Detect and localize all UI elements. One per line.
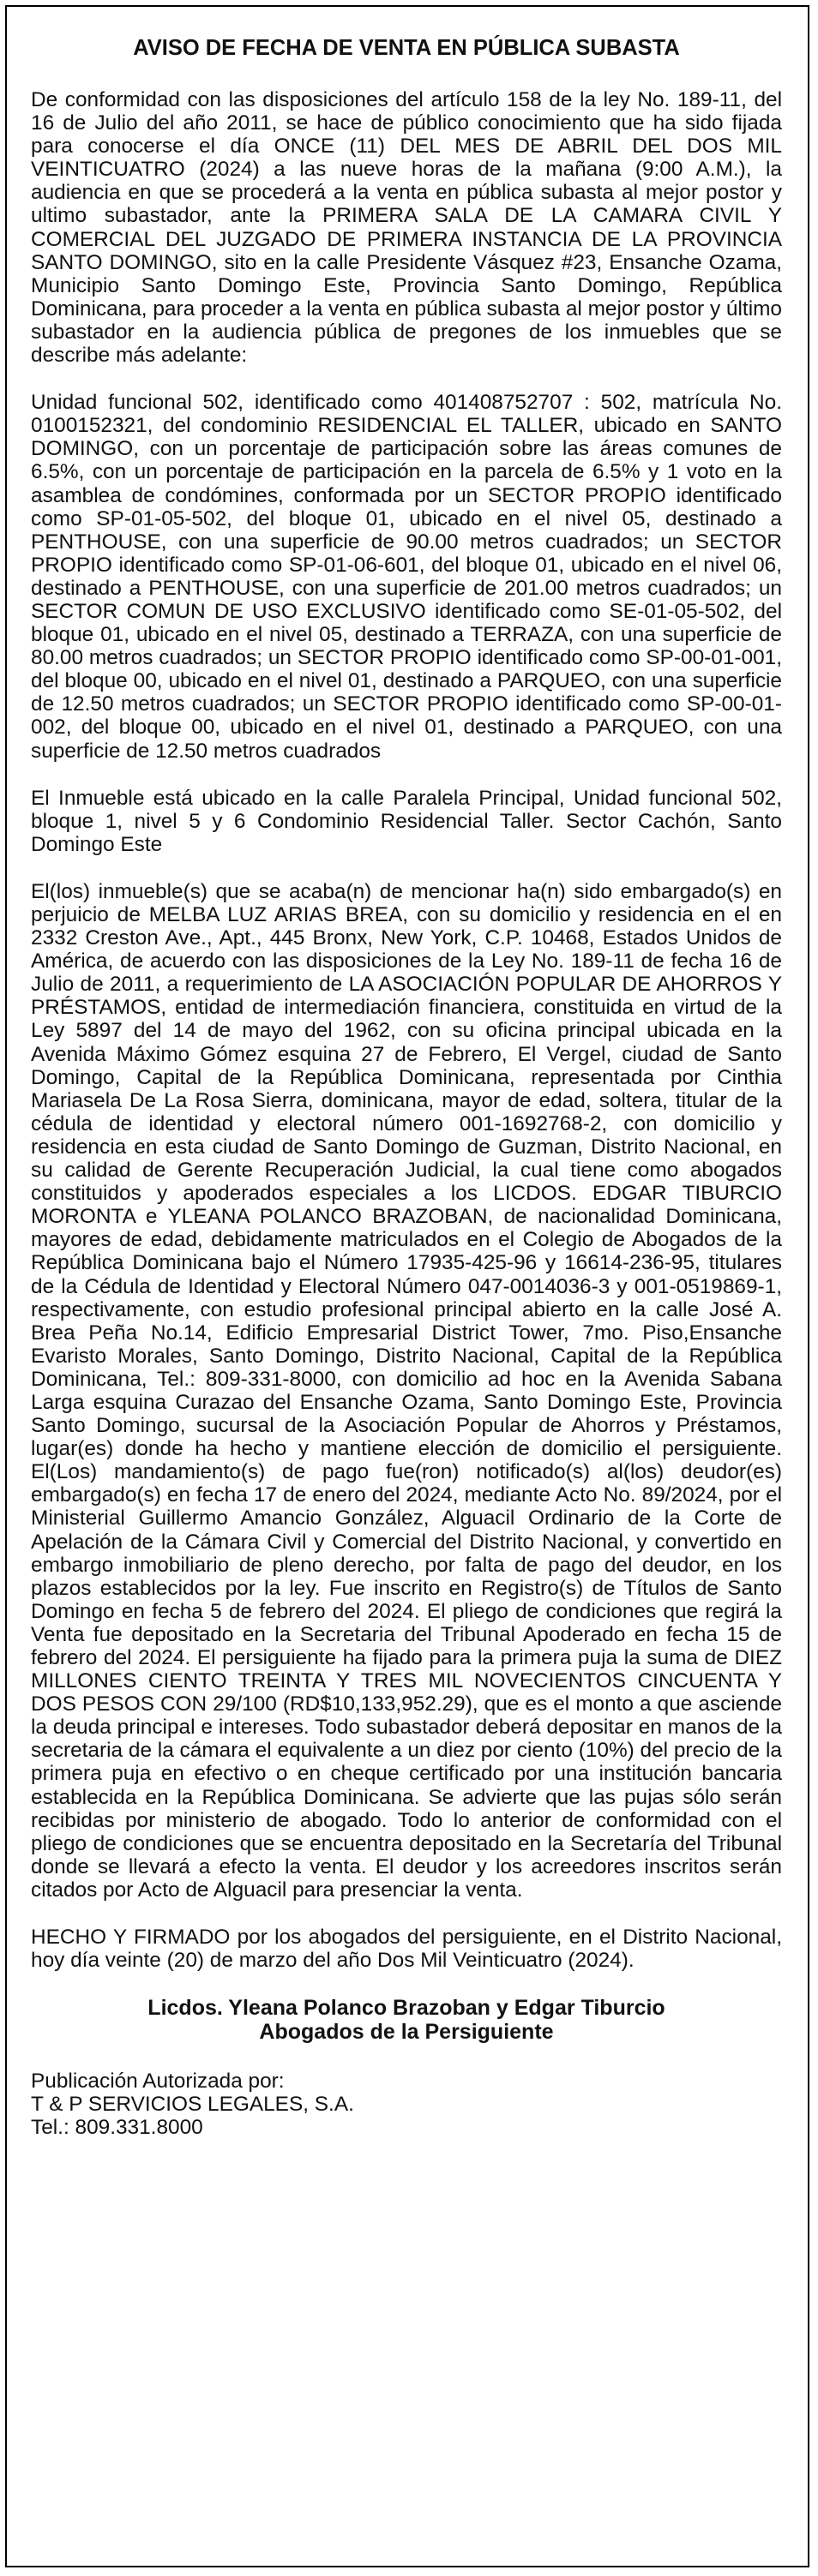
publication-company: T & P SERVICIOS LEGALES, S.A. [31, 2093, 354, 2117]
seizure-details-paragraph: El(los) inmueble(s) que se acaba(n) de mencionar ha(n) sido embargado(s) en perjuicio de MELBA LUZ ARIAS BREA, con su domicilio y residencia en el en 2332 Creston Ave., Apt., 445 Bronx, New York, C.P. 10468, Estados Unidos de América, de acuerdo con las disposiciones de la Ley No. 189-11 de fecha 16 de Julio de 2011, a requerimiento de LA ASOCIACIÓN POPULAR DE AHORROS Y PRÉSTAMOS, entidad de intermediación financiera, constituida en virtud de la Ley 5897 del 14 de mayo del 1962, con su oficina principal ubicada en la Avenida Máximo Gómez esquina 27 de Febrero, El Vergel, ciudad de Santo Domingo, Capital de la República Dominicana, representada por Cinthia Mariasela De La Rosa Sierra, dominicana, mayor de edad, soltera, titular de la cédula de identidad y electoral número 001-1692768-2, con domicilio y residencia en esta ciudad de Santo Domingo de Guzman, Distrito Nacional, en su calidad de Gerente Recuperación Judicial, la cual tiene como abogados constituidos y apoderados especiales a los LICDOS. EDGAR TIBURCIO MORONTA e YLEANA POLANCO BRAZOBAN, de nacionalidad Dominicana, mayores de edad, debidamente matriculados en el Colegio de Abogados de la República Dominicana bajo el Número 17935-425-96 y 16614-236-95, titulares de la Cédula de Identidad y Electoral Número 047-0014036-3 y 001-0519869-1, respectivamente, con estudio profesional principal abierto en la calle José A. Brea Peña No.14, Edificio Empresarial District Tower, 7mo. Piso,Ensanche Evaristo Morales, Santo Domingo, Distrito Nacional, Capital de la República Dominicana, Tel.: 809-331-8000, con domicilio ad hoc en la Avenida Sabana Larga esquina Curazao del Ensanche Ozama, Santo Domingo Este, Provincia Santo Domingo, sucursal de la Asociación Popular de Ahorros y Préstamos, lugar(es) donde ha hecho y mantiene elección de domicilio el persiguiente. El(Los) mandamiento(s) de pago fue(ron) notificado(s) al(los) deudor(es) embargado(s) en fecha 17 de enero del 2024, mediante Acto No. 89/2024, por el Ministerial Guillermo Amancio González, Alguacil Ordinario de la Corte de Apelación de la Cámara Civil y Comercial del Distrito Nacional, y convertido en embargo inmobiliario de pleno derecho, por falta de pago del deudor, en los plazos establecidos por la ley. Fue inscrito en Registro(s) de Títulos de Santo Domingo en fecha 5 de febrero del 2024. El pliego de condiciones que regirá la Venta fue depositado en la Secretaria del Tribunal Apoderado en fecha 15 de febrero del 2024. El persiguiente ha fijado para la primera puja la suma de DIEZ MILLONES CIENTO TREINTA Y TRES MIL NOVECIENTOS CINCUENTA Y DOS PESOS CON 29/100 (RD$10,133,952.29), que es el monto a que asciende la deuda principal e intereses. Todo subastador deberá depositar en manos de la secretaria de la cámara el equivalente a un diez por ciento (10%) del precio de la primera puja en efectivo o en cheque certificado por una institución bancaria establecida en la República Dominicana. Se advierte que las pujas sólo serán recibidas por ministerio de abogado. Todo lo anterior de conformidad con el pliego de condiciones que se encuentra depositado en la Secretaría del Tribunal donde se llevará a efecto la venta. El deudor y los acreedores inscritos serán citados por Acto de Alguacil para presenciar la venta. [31, 879, 782, 1902]
notice-title: AVISO DE FECHA DE VENTA EN PÚBLICA SUBASTA [133, 36, 680, 60]
intro-paragraph: De conformidad con las disposiciones del artículo 158 de la ley No. 189-11, del 16 de Julio del año 2011, se hace de público conocimiento que ha sido fijada para conocerse el día ONCE (11) DEL MES DE ABRIL DEL DOS MIL VEINTICUATRO (2024) a las nueve horas de la mañana (9:00 A.M.), la audiencia en que se procederá a la venta en pública subasta al mejor postor y ultimo subastador, ante la PRIMERA SALA DE LA CAMARA CIVIL Y COMERCIAL DEL JUZGADO DE PRIMERA INSTANCIA DE LA PROVINCIA SANTO DOMINGO, sito en la calle Presidente Vásquez #23, Ensanche Ozama, Municipio Santo Domingo Este, Provincia Santo Domingo, República Dominicana, para proceder a la venta en pública subasta al mejor postor y último subastador en la audiencia pública de pregones de los inmuebles que se describe más adelante: [31, 88, 782, 368]
publication-block [31, 2070, 782, 2139]
notice-content [31, 36, 782, 2140]
signature-names: Licdos. Yleana Polanco Brazoban y Edgar Tiburcio [147, 1996, 665, 2021]
publication-label: Publicación Autorizada por: [31, 2070, 285, 2094]
publication-phone: Tel.: 809.331.8000 [31, 2116, 203, 2140]
property-location-paragraph: El Inmueble está ubicado en la calle Paralela Principal, Unidad funcional 502, bloque 1, nivel 5 y 6 Condominio Residencial Taller. Sector Cachón, Santo Domingo Este [31, 786, 782, 856]
notice-frame [5, 5, 809, 2567]
signed-statement-paragraph: HECHO Y FIRMADO por los abogados del persiguiente, en el Distrito Nacional, hoy día veinte (20) de marzo del año Dos Mil Veinticuatro (2024). [31, 1926, 782, 1973]
property-description-paragraph: Unidad funcional 502, identificado como 401408752707 : 502, matrícula No. 0100152321, del condominio RESIDENCIAL EL TALLER, ubicado en SANTO DOMINGO, con un porcentaje de participación sobre las áreas comunes de 6.5%, con un porcentaje de participación en la parcela de 6.5% y 1 voto en la asamblea de condómines, conformada por un SECTOR PROPIO identificado como SP-01-05-502, del bloque 01, ubicado en el nivel 05, destinado a PENTHOUSE, con una superficie de 90.00 metros cuadrados; un SECTOR PROPIO identificado como SP-01-06-601, del bloque 01, ubicado en el nivel 06, destinado a PENTHOUSE, con una superficie de 201.00 metros cuadrados; un SECTOR COMUN DE USO EXCLUSIVO identificado como SE-01-05-502, del bloque 01, ubicado en el nivel 05, destinado a TERRAZA, con una superficie de 80.00 metros cuadrados; un SECTOR PROPIO identificado como SP-00-01-001, del bloque 00, ubicado en el nivel 01, destinado a PARQUEO, con una superficie de 12.50 metros cuadrados; un SECTOR PROPIO identificado como SP-00-01-002, del bloque 00, ubicado en el nivel 01, destinado a PARQUEO, con una superficie de 12.50 metros cuadrados [31, 391, 782, 763]
signature-role: Abogados de la Persiguiente [259, 2020, 554, 2045]
signature-block [31, 1996, 782, 2044]
